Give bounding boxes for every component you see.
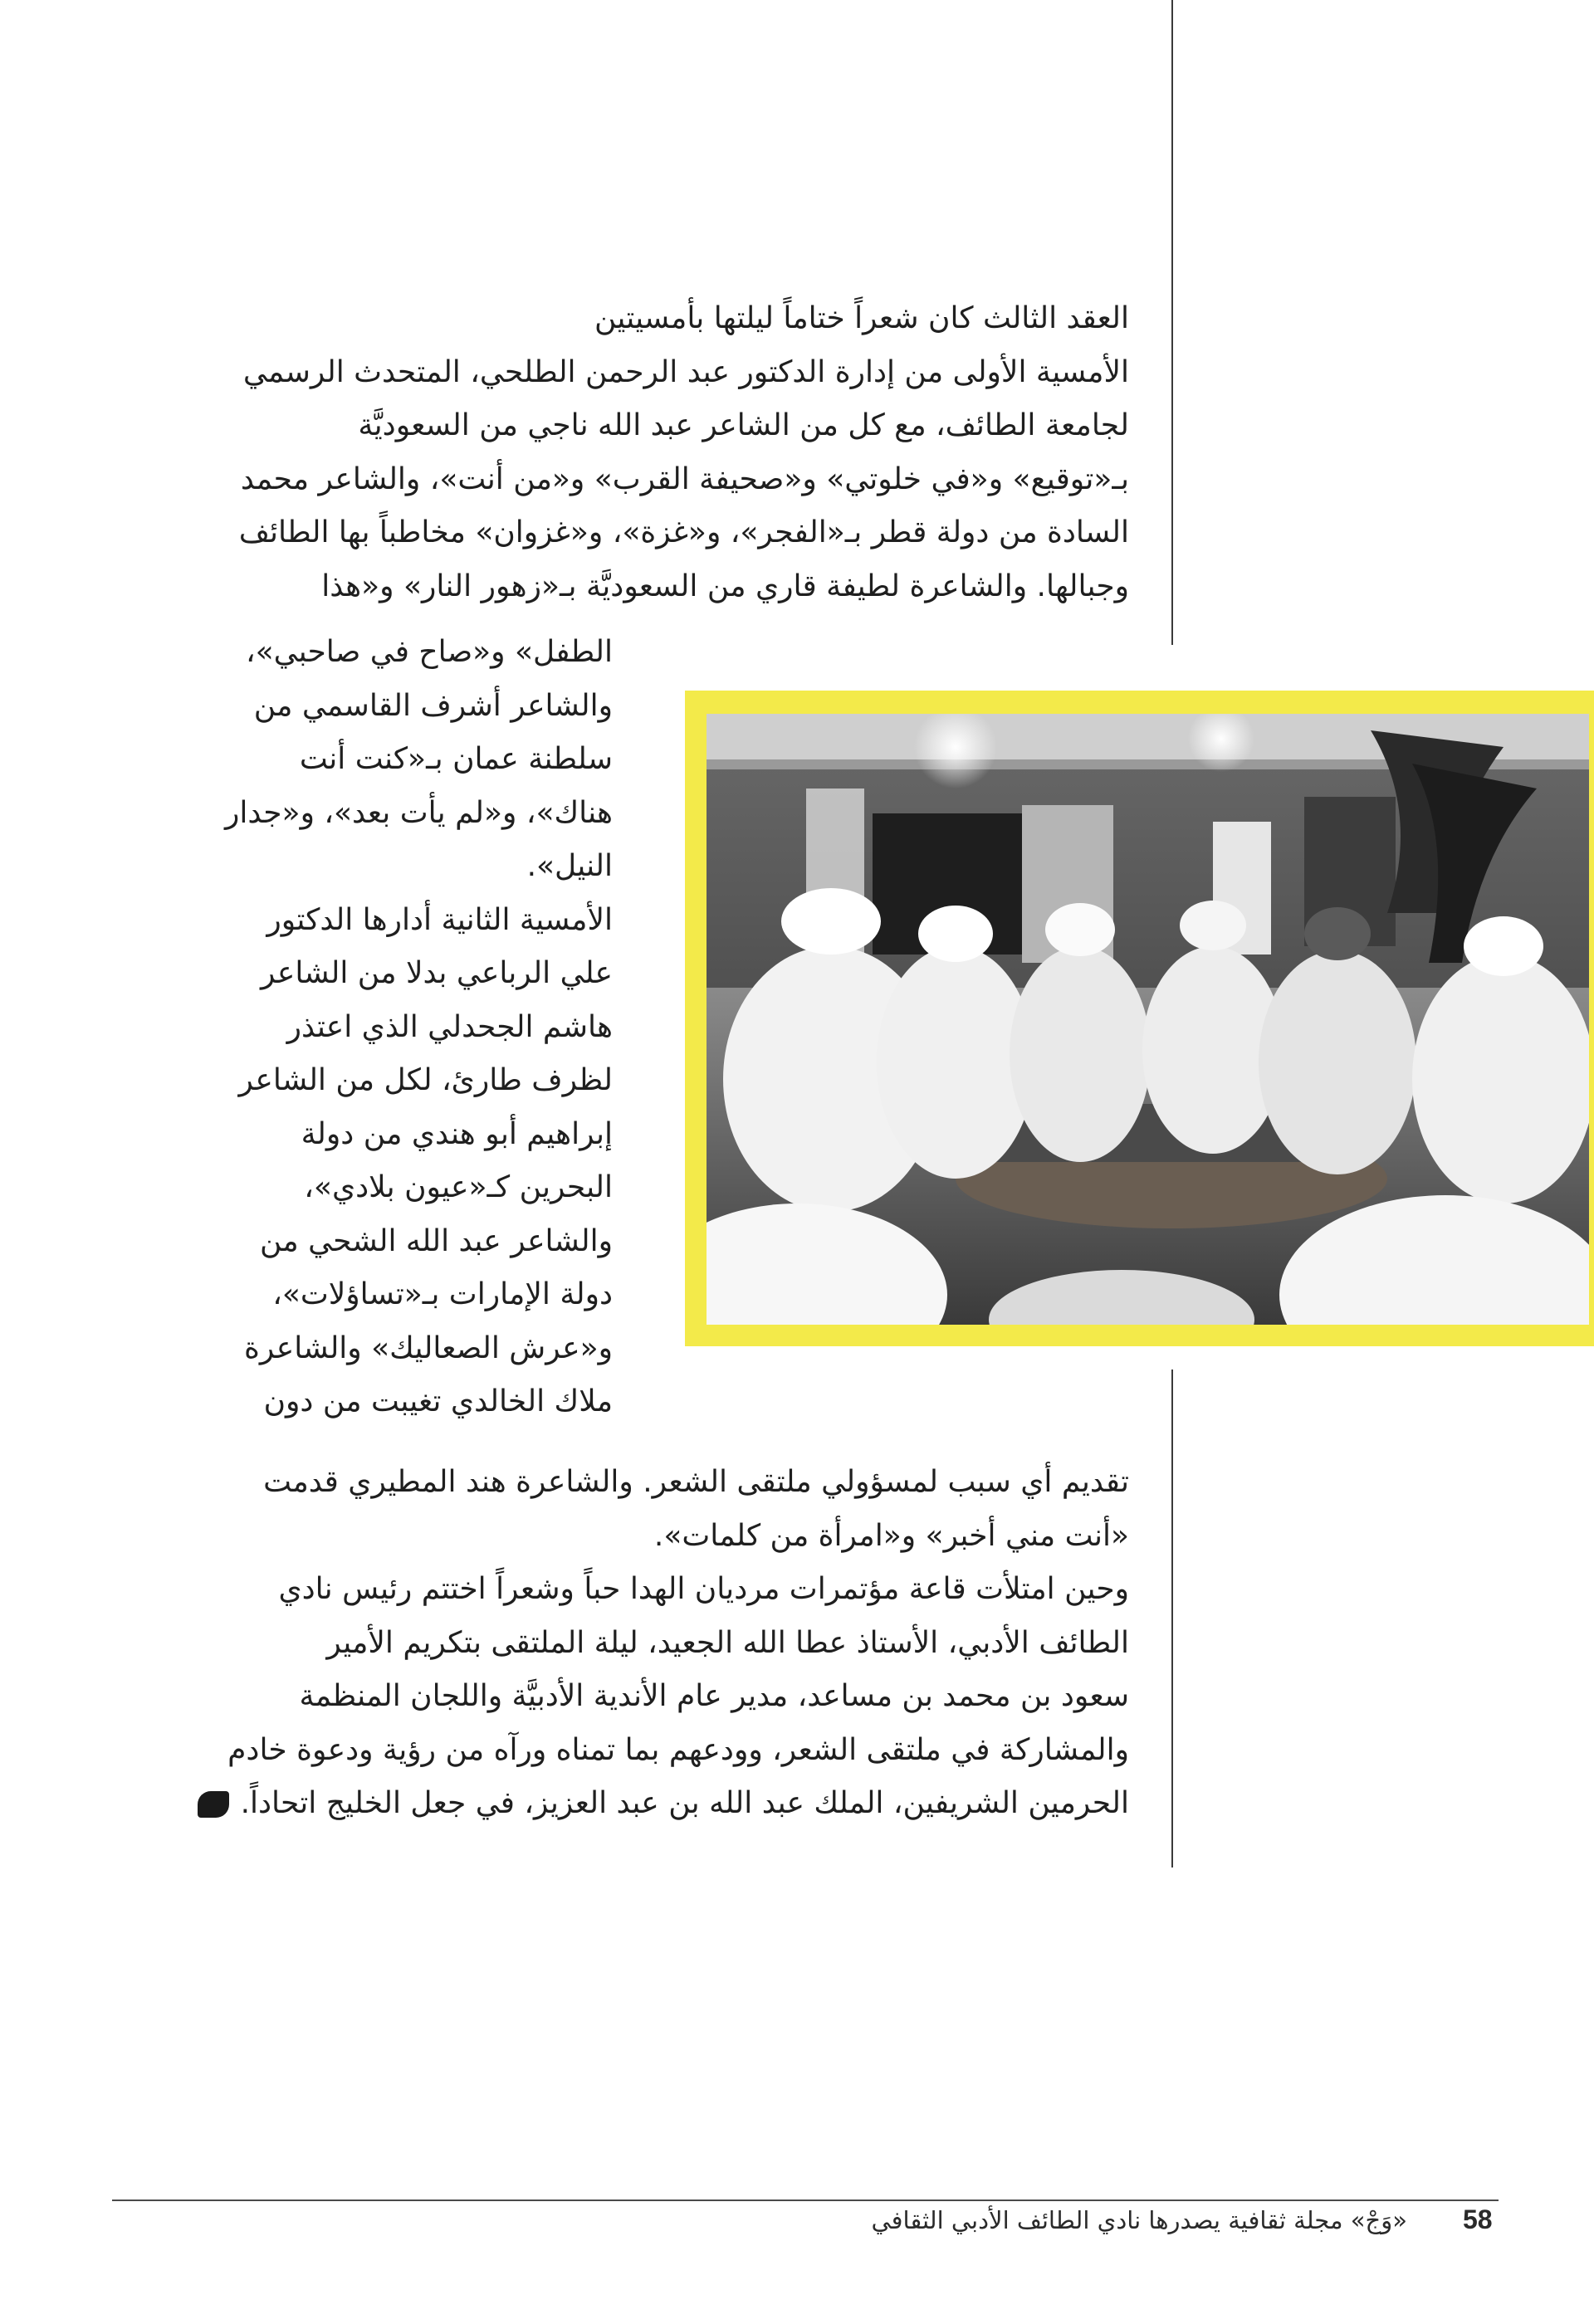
text-line-final-content: الحرمين الشريفين، الملك عبد الله بن عبد العزيز، في جعل الخليج اتحاداً.	[240, 1786, 1129, 1820]
text-line: «أنت مني أخبر» و«امرأة من كلمات».	[653, 1518, 1129, 1553]
text-line: العقد الثالث كان شعراً ختاماً ليلتها بأمسيتين	[594, 301, 1129, 335]
text-line: هاشم الجحدلي الذي اعتذر	[286, 1009, 613, 1044]
footer-divider	[112, 2200, 1499, 2201]
column-divider-top	[1171, 0, 1173, 645]
text-line: وحين امتلأت قاعة مؤتمرات مرديان الهدا حباً وشعراً اختتم رئيس نادي	[278, 1572, 1129, 1606]
article-text-narrow-column	[199, 626, 613, 1429]
event-photo	[707, 714, 1589, 1325]
text-line: والشاعر أشرف القاسمي من	[253, 688, 613, 723]
text-line: والشاعر عبد الله الشحي من	[259, 1223, 613, 1258]
text-line: هناك»، و«لم يأت بعد»، و«جدار	[225, 795, 613, 830]
text-line: بـ«توقيع» و«في خلوتي» و«صحيفة القرب» و«من أنت»، والشاعر محمد	[240, 461, 1129, 496]
text-line: الطفل» و«صاح في صاحبي»،	[245, 635, 613, 669]
text-line: إبراهيم أبو هندي من دولة	[301, 1116, 613, 1151]
text-line: علي الرباعي بدلا من الشاعر	[260, 956, 613, 990]
text-line: تقديم أي سبب لمسؤولي ملتقى الشعر. والشاعرة هند المطيري قدمت	[263, 1465, 1129, 1499]
magazine-caption: «وَجْ» مجلة ثقافية يصدرها نادي الطائف الأدبي الثقافي	[871, 2206, 1407, 2234]
text-line: الأمسية الأولى من إدارة الدكتور عبد الرحمن الطلحي، المتحدث الرسمي	[242, 354, 1129, 389]
text-line: الطائف الأدبي، الأستاذ عطا الله الجعيد، ليلة الملتقى بتكريم الأمير	[326, 1625, 1129, 1660]
end-of-article-icon	[198, 1791, 229, 1818]
text-line: السادة من دولة قطر بـ«الفجر»، و«غزة»، و«غزوان» مخاطباً بها الطائف	[238, 515, 1129, 549]
text-line: الأمسية الثانية أدارها الدكتور	[266, 902, 613, 937]
text-line: سعود بن محمد بن مساعد، مدير عام الأندية الأدبيَّة واللجان المنظمة	[299, 1679, 1129, 1713]
article-text-top	[224, 292, 1129, 613]
text-line: دولة الإمارات بـ«تساؤلات»،	[272, 1277, 613, 1311]
text-line: و«عرش الصعاليك» والشاعرة	[244, 1330, 613, 1365]
text-line: لجامعة الطائف، مع كل من الشاعر عبد الله ناجي من السعوديَّة	[358, 408, 1129, 442]
text-line: لظرف طارئ، لكل من الشاعر	[238, 1063, 613, 1097]
article-text-bottom	[199, 1456, 1129, 1831]
text-line: وجبالها. والشاعرة لطيفة قاري من السعوديَّة بـ«زهور النار» و«هذا	[321, 569, 1129, 603]
text-line: البحرين كـ«عيون بلادي»،	[304, 1170, 613, 1204]
page-number: 58	[1463, 2204, 1493, 2234]
column-divider-bottom	[1171, 1370, 1173, 1868]
text-line: ملاك الخالدي تغيبت من دون	[263, 1384, 613, 1418]
photo-frame	[685, 691, 1594, 1346]
text-line: النيل».	[526, 849, 613, 883]
text-line: سلطنة عمان بـ«كنت أنت	[299, 742, 613, 776]
text-line-final	[199, 1777, 1129, 1831]
text-line: والمشاركة في ملتقى الشعر، وودعهم بما تمناه ورآه من رؤية ودعوة خادم	[227, 1732, 1129, 1767]
